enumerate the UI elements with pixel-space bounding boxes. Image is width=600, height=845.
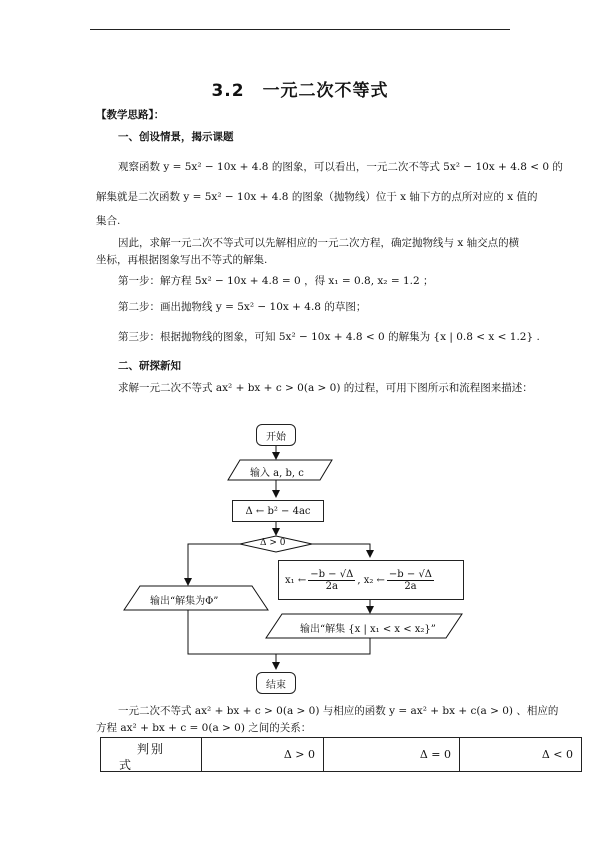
root-fraction-1	[308, 569, 355, 592]
roots-x1-label: x₁ ←	[285, 574, 307, 586]
title-number: 3.2	[211, 81, 245, 101]
roots-x2-label: , x₂ ←	[357, 574, 385, 586]
para1-line1: 观察函数 y = 5x² − 10x + 4.8 的图象，可以看出，一元二次不等式 5x² − 10x + 4.8 < 0 的	[118, 161, 563, 173]
discriminant-label-a: 判别	[137, 742, 166, 756]
para4-line1: 一元二次不等式 ax² + bx + c > 0(a > 0) 与相应的函数 y = ax² + bx + c(a > 0) 、相应的	[118, 705, 559, 717]
input-node-label: 输入 a, b, c	[250, 468, 304, 479]
table-row	[101, 738, 582, 772]
decision-label: Δ > 0	[260, 538, 286, 548]
table-cell-delta-negative: Δ < 0	[460, 738, 582, 772]
start-node: 开始	[256, 424, 296, 446]
table-header-cell	[101, 738, 202, 772]
root-fraction-2	[387, 569, 434, 592]
step-2: 第二步：画出抛物线 y = 5x² − 10x + 4.8 的草图；	[118, 301, 367, 313]
root2-denominator: 2a	[404, 580, 417, 592]
discriminant-label-b: 式	[119, 758, 132, 772]
para3: 求解一元二次不等式 ax² + bx + c > 0(a > 0) 的过程，可用下图所示和流程图来描述：	[118, 382, 533, 394]
root1-numerator: −b − √Δ	[310, 568, 354, 580]
root2-numerator: −b − √Δ	[388, 568, 433, 580]
page-title	[0, 76, 600, 101]
section-tag: 【教学思路】：	[96, 109, 165, 121]
roots-node	[278, 560, 464, 600]
step-1: 第一步：解方程 5x² − 10x + 4.8 = 0 ，得 x₁ = 0.8, x₂ = 1.2 ；	[118, 275, 434, 287]
output-empty-label: 输出“解集为Φ”	[150, 596, 219, 607]
output-range-label: 输出“解集 {x | x₁ < x < x₂}”	[300, 624, 436, 635]
para4-line2: 方程 ax² + bx + c = 0(a > 0) 之间的关系：	[96, 722, 312, 734]
section1-heading: 一、创设情景，揭示课题	[118, 131, 234, 143]
table-cell-delta-zero: Δ = 0	[324, 738, 460, 772]
flowchart	[100, 420, 500, 700]
delta-node: Δ ← b² − 4ac	[232, 500, 324, 522]
para1-line3: 集合.	[96, 215, 121, 227]
root1-denominator: 2a	[325, 580, 338, 592]
para2-line2: 坐标，再根据图象写出不等式的解集.	[96, 254, 268, 266]
title-text: 一元二次不等式	[262, 81, 389, 101]
header-rule	[90, 29, 510, 30]
para2-line1: 因此，求解一元二次不等式可以先解相应的一元二次方程，确定抛物线与 x 轴交点的横	[118, 237, 520, 249]
relation-table	[100, 737, 582, 772]
step-3: 第三步：根据抛物线的图象，可知 5x² − 10x + 4.8 < 0 的解集为 {x | 0.8 < x < 1.2} .	[118, 331, 540, 343]
end-node: 结束	[256, 672, 296, 694]
para1-line2: 解集就是二次函数 y = 5x² − 10x + 4.8 的图象（抛物线）位于 x 轴下方的点所对应的 x 值的	[96, 191, 538, 203]
table-cell-delta-positive: Δ > 0	[202, 738, 324, 772]
section2-heading: 二、研探新知	[118, 360, 181, 372]
